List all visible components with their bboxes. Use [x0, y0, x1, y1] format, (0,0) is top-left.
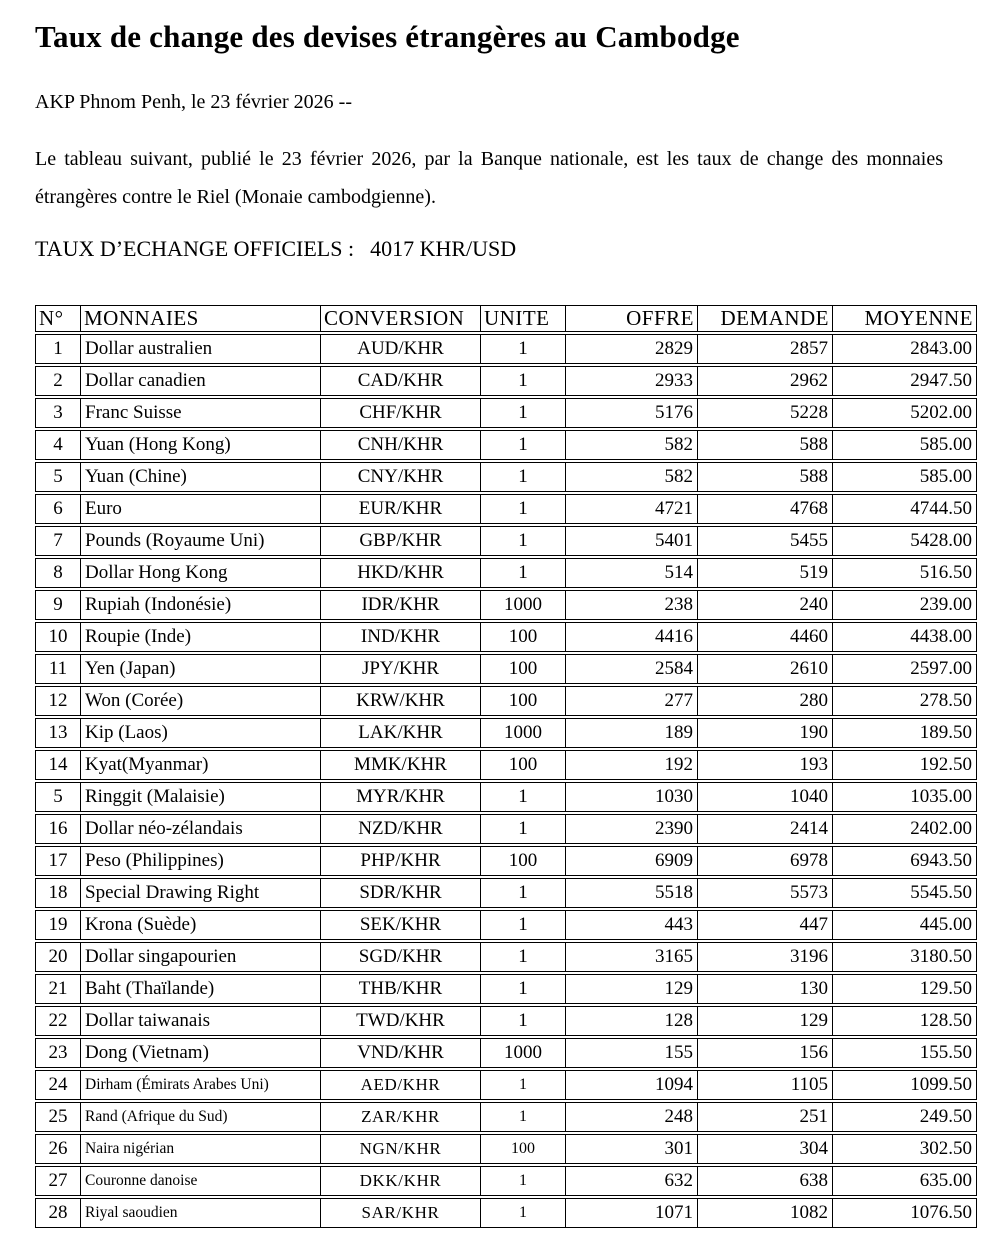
page-title: Taux de change des devises étrangères au Cambodge [35, 19, 740, 54]
table-cell: NZD/KHR [320, 814, 480, 844]
table-cell: 4 [35, 430, 80, 460]
table-cell: 1 [480, 398, 565, 428]
table-cell: 280 [697, 686, 832, 716]
table-cell: 100 [480, 1134, 565, 1164]
table-cell: 130 [697, 974, 832, 1004]
table-cell: 447 [697, 910, 832, 940]
table-row [35, 846, 977, 876]
table-cell: 192 [565, 750, 697, 780]
table-cell: 1 [480, 494, 565, 524]
table-cell: 2414 [697, 814, 832, 844]
table-cell: 2402.00 [832, 814, 977, 844]
table-cell: 1000 [480, 590, 565, 620]
table-cell: 1 [480, 814, 565, 844]
table-cell: 129 [565, 974, 697, 1004]
table-cell: 519 [697, 558, 832, 588]
table-cell: 638 [697, 1166, 832, 1196]
table-cell: 304 [697, 1134, 832, 1164]
table-cell: 100 [480, 846, 565, 876]
table-cell: 4416 [565, 622, 697, 652]
table-cell: 4744.50 [832, 494, 977, 524]
table-cell: DKK/KHR [320, 1166, 480, 1196]
table-cell: 1 [480, 366, 565, 396]
table-row [35, 782, 977, 812]
column-header: OFFRE [565, 305, 697, 332]
table-cell: Euro [80, 494, 320, 524]
table-row [35, 366, 977, 396]
table-cell: 588 [697, 430, 832, 460]
table-cell: 2962 [697, 366, 832, 396]
table-row [35, 718, 977, 748]
table-cell: 189.50 [832, 718, 977, 748]
table-cell: 5401 [565, 526, 697, 556]
table-cell: 1 [480, 1166, 565, 1196]
table-cell: 4460 [697, 622, 832, 652]
table-cell: 8 [35, 558, 80, 588]
table-cell: 5518 [565, 878, 697, 908]
table-cell: 1040 [697, 782, 832, 812]
table-cell: 2933 [565, 366, 697, 396]
table-cell: 514 [565, 558, 697, 588]
table-row [35, 1166, 977, 1196]
table-cell: SAR/KHR [320, 1198, 480, 1228]
table-row [35, 622, 977, 652]
table-cell: ZAR/KHR [320, 1102, 480, 1132]
table-cell: Rupiah (Indonésie) [80, 590, 320, 620]
table-cell: 1 [35, 334, 80, 364]
table-cell: 443 [565, 910, 697, 940]
table-cell: Franc Suisse [80, 398, 320, 428]
table-cell: Dollar néo-zélandais [80, 814, 320, 844]
table-cell: 3196 [697, 942, 832, 972]
table-cell: 3165 [565, 942, 697, 972]
table-row [35, 526, 977, 556]
table-cell: 1 [480, 1070, 565, 1100]
table-cell: 16 [35, 814, 80, 844]
table-cell: 4438.00 [832, 622, 977, 652]
table-cell: 155.50 [832, 1038, 977, 1068]
table-cell: VND/KHR [320, 1038, 480, 1068]
table-cell: 302.50 [832, 1134, 977, 1164]
table-row [35, 910, 977, 940]
table-cell: 2 [35, 366, 80, 396]
table-cell: 6943.50 [832, 846, 977, 876]
table-cell: 1035.00 [832, 782, 977, 812]
table-body [35, 334, 977, 1228]
table-cell: SEK/KHR [320, 910, 480, 940]
table-row [35, 1134, 977, 1164]
table-cell: EUR/KHR [320, 494, 480, 524]
table-cell: 13 [35, 718, 80, 748]
table-cell: JPY/KHR [320, 654, 480, 684]
table-cell: 27 [35, 1166, 80, 1196]
table-cell: KRW/KHR [320, 686, 480, 716]
table-cell: 445.00 [832, 910, 977, 940]
table-cell: 189 [565, 718, 697, 748]
table-cell: NGN/KHR [320, 1134, 480, 1164]
table-cell: Kip (Laos) [80, 718, 320, 748]
table-cell: 10 [35, 622, 80, 652]
table-cell: 1000 [480, 718, 565, 748]
table-cell: CHF/KHR [320, 398, 480, 428]
table-cell: 24 [35, 1070, 80, 1100]
table-cell: 1 [480, 526, 565, 556]
table-cell: 2584 [565, 654, 697, 684]
table-row [35, 814, 977, 844]
table-cell: TWD/KHR [320, 1006, 480, 1036]
table-cell: 2597.00 [832, 654, 977, 684]
column-header: MOYENNE [832, 305, 977, 332]
table-cell: 1 [480, 558, 565, 588]
table-cell: Rand (Afrique du Sud) [80, 1102, 320, 1132]
table-row [35, 1006, 977, 1036]
table-header-row [35, 305, 977, 332]
official-rate-value: 4017 KHR/USD [370, 236, 517, 261]
table-cell: IND/KHR [320, 622, 480, 652]
table-row [35, 558, 977, 588]
table-row [35, 430, 977, 460]
column-header: CONVERSION [320, 305, 480, 332]
table-cell: Dollar singapourien [80, 942, 320, 972]
table-cell: 2947.50 [832, 366, 977, 396]
table-cell: 129.50 [832, 974, 977, 1004]
table-cell: 3180.50 [832, 942, 977, 972]
table-cell: Baht (Thaïlande) [80, 974, 320, 1004]
table-row [35, 686, 977, 716]
table-cell: 632 [565, 1166, 697, 1196]
table-cell: 5545.50 [832, 878, 977, 908]
table-cell: LAK/KHR [320, 718, 480, 748]
table-cell: 1082 [697, 1198, 832, 1228]
dateline: AKP Phnom Penh, le 23 février 2026 -- [35, 91, 352, 113]
table-cell: Dollar australien [80, 334, 320, 364]
table-cell: 1 [480, 462, 565, 492]
table-cell: 190 [697, 718, 832, 748]
table-cell: 582 [565, 430, 697, 460]
table-cell: 100 [480, 654, 565, 684]
table-cell: GBP/KHR [320, 526, 480, 556]
table-cell: 193 [697, 750, 832, 780]
table-cell: 585.00 [832, 430, 977, 460]
table-cell: 516.50 [832, 558, 977, 588]
table-cell: CNH/KHR [320, 430, 480, 460]
exchange-rate-table [35, 303, 977, 1230]
table-cell: 239.00 [832, 590, 977, 620]
table-cell: Peso (Philippines) [80, 846, 320, 876]
table-cell: 100 [480, 686, 565, 716]
table-row [35, 878, 977, 908]
table-cell: 1071 [565, 1198, 697, 1228]
table-cell: 277 [565, 686, 697, 716]
table-row [35, 590, 977, 620]
table-cell: MYR/KHR [320, 782, 480, 812]
table-row [35, 494, 977, 524]
table-row [35, 334, 977, 364]
table-cell: 6 [35, 494, 80, 524]
table-cell: 21 [35, 974, 80, 1004]
table-cell: 5 [35, 462, 80, 492]
table-cell: 1099.50 [832, 1070, 977, 1100]
table-cell: 100 [480, 622, 565, 652]
table-cell: 635.00 [832, 1166, 977, 1196]
table-cell: Couronne danoise [80, 1166, 320, 1196]
table-row [35, 398, 977, 428]
table-cell: 4768 [697, 494, 832, 524]
table-header [35, 305, 977, 332]
table-cell: Yen (Japan) [80, 654, 320, 684]
table-row [35, 1102, 977, 1132]
table-cell: 18 [35, 878, 80, 908]
table-cell: 5455 [697, 526, 832, 556]
table-cell: 1 [480, 1006, 565, 1036]
table-cell: 1 [480, 942, 565, 972]
table-cell: Dirham (Émirats Arabes Uni) [80, 1070, 320, 1100]
table-row [35, 1038, 977, 1068]
table-cell: 251 [697, 1102, 832, 1132]
table-cell: 4721 [565, 494, 697, 524]
table-cell: HKD/KHR [320, 558, 480, 588]
table-cell: 128 [565, 1006, 697, 1036]
column-header: MONNAIES [80, 305, 320, 332]
table-cell: 1 [480, 430, 565, 460]
table-row [35, 462, 977, 492]
table-cell: 128.50 [832, 1006, 977, 1036]
table-cell: 1 [480, 910, 565, 940]
table-cell: Naira nigérian [80, 1134, 320, 1164]
table-cell: 5228 [697, 398, 832, 428]
table-cell: 9 [35, 590, 80, 620]
table-cell: 585.00 [832, 462, 977, 492]
table-cell: Won (Corée) [80, 686, 320, 716]
table-cell: 25 [35, 1102, 80, 1132]
intro-paragraph: Le tableau suivant, publié le 23 février 2026, par la Banque nationale, est les taux de change des monnaies étrangères contre le Riel (Monaie cambodgienne). [35, 148, 943, 208]
table-cell: 278.50 [832, 686, 977, 716]
table-cell: 6909 [565, 846, 697, 876]
table-cell: Yuan (Chine) [80, 462, 320, 492]
table-cell: 1 [480, 878, 565, 908]
table-cell: SDR/KHR [320, 878, 480, 908]
table-cell: 2610 [697, 654, 832, 684]
table-cell: 240 [697, 590, 832, 620]
table-cell: AED/KHR [320, 1070, 480, 1100]
table-cell: 22 [35, 1006, 80, 1036]
table-cell: 19 [35, 910, 80, 940]
table-cell: SGD/KHR [320, 942, 480, 972]
table-row [35, 974, 977, 1004]
table-cell: 156 [697, 1038, 832, 1068]
table-cell: 1 [480, 782, 565, 812]
table-cell: PHP/KHR [320, 846, 480, 876]
table-cell: 28 [35, 1198, 80, 1228]
table-cell: Special Drawing Right [80, 878, 320, 908]
table-cell: Kyat(Myanmar) [80, 750, 320, 780]
column-header: DEMANDE [697, 305, 832, 332]
table-cell: 1030 [565, 782, 697, 812]
table-cell: Roupie (Inde) [80, 622, 320, 652]
table-cell: 17 [35, 846, 80, 876]
table-cell: AUD/KHR [320, 334, 480, 364]
table-cell: 248 [565, 1102, 697, 1132]
table-cell: 582 [565, 462, 697, 492]
table-cell: 26 [35, 1134, 80, 1164]
table-cell: Riyal saoudien [80, 1198, 320, 1228]
table-cell: 249.50 [832, 1102, 977, 1132]
table-cell: Dong (Vietnam) [80, 1038, 320, 1068]
table-cell: 23 [35, 1038, 80, 1068]
column-header: N° [35, 305, 80, 332]
table-cell: Yuan (Hong Kong) [80, 430, 320, 460]
table-cell: CAD/KHR [320, 366, 480, 396]
table-cell: 5428.00 [832, 526, 977, 556]
table-cell: 5 [35, 782, 80, 812]
table-cell: 7 [35, 526, 80, 556]
table-cell: 301 [565, 1134, 697, 1164]
table-cell: 5202.00 [832, 398, 977, 428]
table-cell: 2857 [697, 334, 832, 364]
table-cell: CNY/KHR [320, 462, 480, 492]
table-cell: 1076.50 [832, 1198, 977, 1228]
table-row [35, 942, 977, 972]
official-rate-line [35, 235, 975, 263]
table-cell: 3 [35, 398, 80, 428]
table-row [35, 1070, 977, 1100]
table-cell: Ringgit (Malaisie) [80, 782, 320, 812]
table-cell: MMK/KHR [320, 750, 480, 780]
table-cell: 2390 [565, 814, 697, 844]
table-cell: 5573 [697, 878, 832, 908]
table-row [35, 654, 977, 684]
table-cell: 588 [697, 462, 832, 492]
table-cell: 155 [565, 1038, 697, 1068]
table-cell: THB/KHR [320, 974, 480, 1004]
table-cell: 1 [480, 334, 565, 364]
table-row [35, 1198, 977, 1228]
table-row [35, 750, 977, 780]
table-cell: 14 [35, 750, 80, 780]
table-cell: Krona (Suède) [80, 910, 320, 940]
table-cell: 2843.00 [832, 334, 977, 364]
table-cell: IDR/KHR [320, 590, 480, 620]
table-cell: 1 [480, 1198, 565, 1228]
table-cell: 1 [480, 974, 565, 1004]
table-cell: 100 [480, 750, 565, 780]
table-cell: 1105 [697, 1070, 832, 1100]
official-rate-label: TAUX D’ECHANGE OFFICIELS : [35, 236, 355, 261]
table-cell: 2829 [565, 334, 697, 364]
table-cell: 20 [35, 942, 80, 972]
table-cell: 1 [480, 1102, 565, 1132]
table-cell: 238 [565, 590, 697, 620]
table-cell: Dollar taiwanais [80, 1006, 320, 1036]
table-cell: 192.50 [832, 750, 977, 780]
table-cell: 11 [35, 654, 80, 684]
table-cell: Dollar canadien [80, 366, 320, 396]
column-header: UNITE [480, 305, 565, 332]
table-cell: 129 [697, 1006, 832, 1036]
table-cell: 12 [35, 686, 80, 716]
table-cell: Pounds (Royaume Uni) [80, 526, 320, 556]
table-cell: 1094 [565, 1070, 697, 1100]
table-cell: 6978 [697, 846, 832, 876]
table-cell: 5176 [565, 398, 697, 428]
table-cell: Dollar Hong Kong [80, 558, 320, 588]
table-cell: 1000 [480, 1038, 565, 1068]
